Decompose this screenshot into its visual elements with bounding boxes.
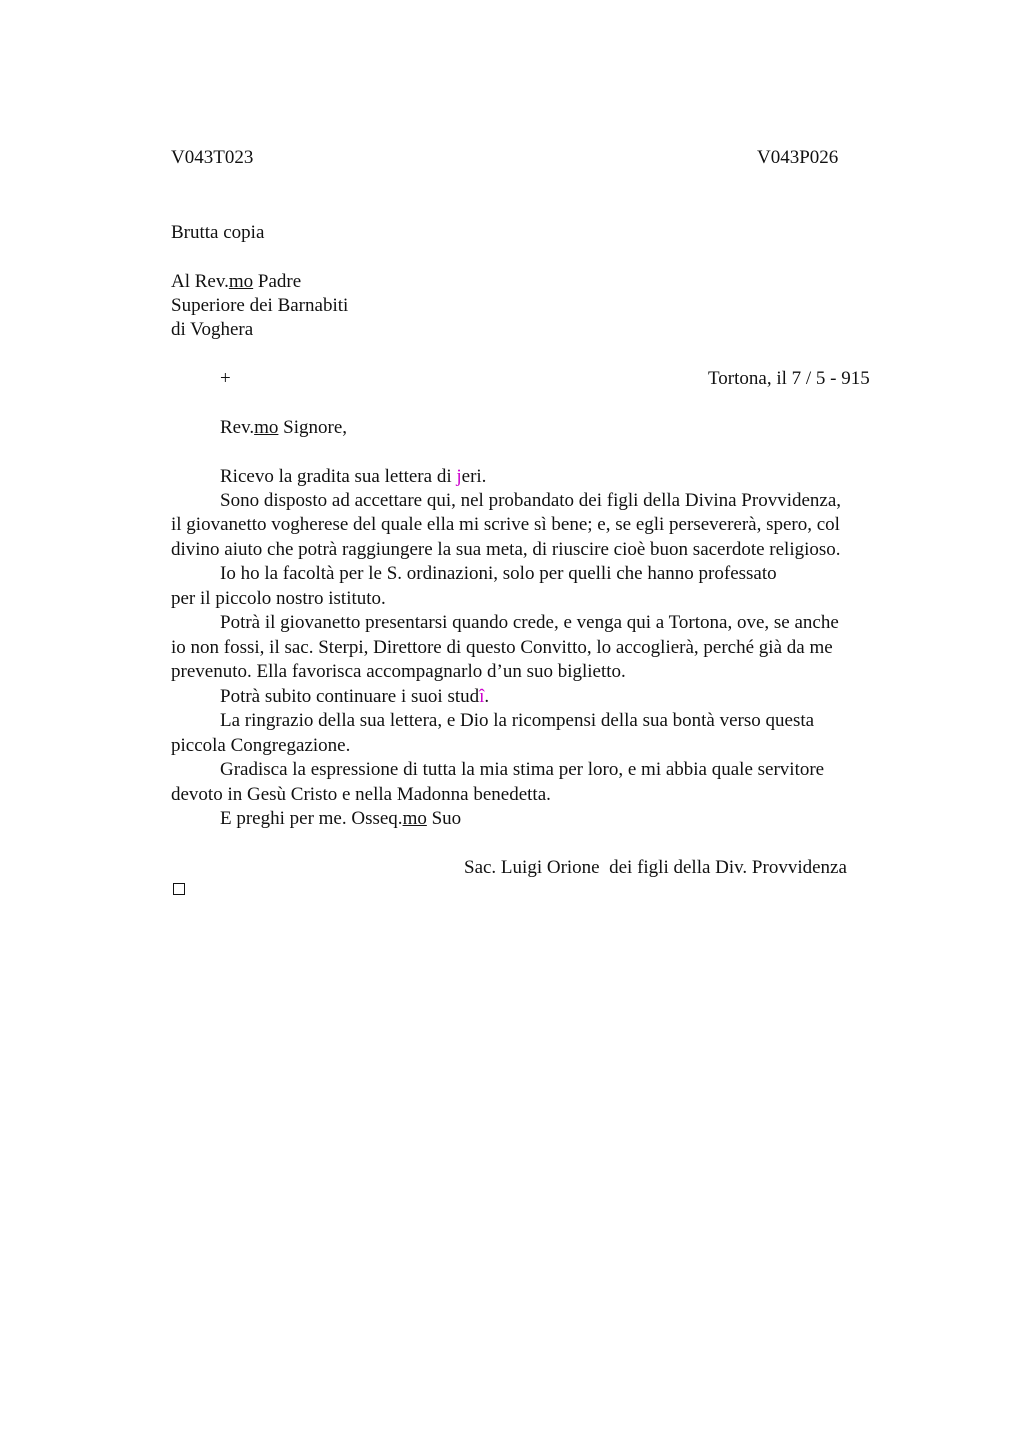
draft-label: Brutta copia (171, 222, 265, 243)
cross-symbol: + (220, 368, 231, 389)
body-line: La ringrazio della sua lettera, e Dio la ricompensi della sua bontà verso questa (220, 710, 815, 731)
body-line: prevenuto. Ella favorisca accompagnarlo d’un suo biglietto. (171, 661, 626, 682)
address-line-3: di Voghera (171, 319, 254, 340)
body-line: devoto in Gesù Cristo e nella Madonna benedetta. (171, 784, 551, 805)
body-line: per il piccolo nostro istituto. (171, 588, 386, 609)
body-line: Gradisca la espressione di tutta la mia stima per loro, e mi abbia quale servitore (220, 759, 825, 780)
salutation: Rev.mo Signore, (220, 417, 348, 438)
body-line: Io ho la facoltà per le S. ordinazioni, solo per quelli che hanno professato (220, 563, 777, 584)
signature: Sac. Luigi Orione dei figli della Div. Provvidenza (464, 857, 847, 878)
closing-line: E preghi per me. Osseq.mo Suo (220, 808, 462, 829)
body-line: Sono disposto ad accettare qui, nel probandato dei figli della Divina Provvidenza, (220, 490, 842, 511)
body-line: piccola Congregazione. (171, 735, 351, 756)
body-line: il giovanetto vogherese del quale ella mi scrive sì bene; e, se egli persevererà, spero, col (171, 514, 840, 535)
body-line: Potrà subito continuare i suoi studî. (220, 686, 490, 707)
place-date: Tortona, il 7 / 5 - 915 (708, 368, 870, 389)
body-line: divino aiuto che potrà raggiungere la sua meta, di riuscire cioè buon sacerdote religioso. (171, 539, 841, 560)
address-line-2: Superiore dei Barnabiti (171, 295, 349, 316)
address-line-1: Al Rev.mo Padre (171, 271, 302, 292)
document-code-right: V043P026 (757, 147, 839, 168)
checkbox-square-icon (173, 883, 185, 895)
document-code-left: V043T023 (171, 147, 254, 168)
body-line: io non fossi, il sac. Sterpi, Direttore di questo Convitto, lo accoglierà, perché già da me (171, 637, 833, 658)
body-line: Ricevo la gradita sua lettera di jeri. (220, 466, 487, 487)
body-line: Potrà il giovanetto presentarsi quando crede, e venga qui a Tortona, ove, se anche (220, 612, 839, 633)
